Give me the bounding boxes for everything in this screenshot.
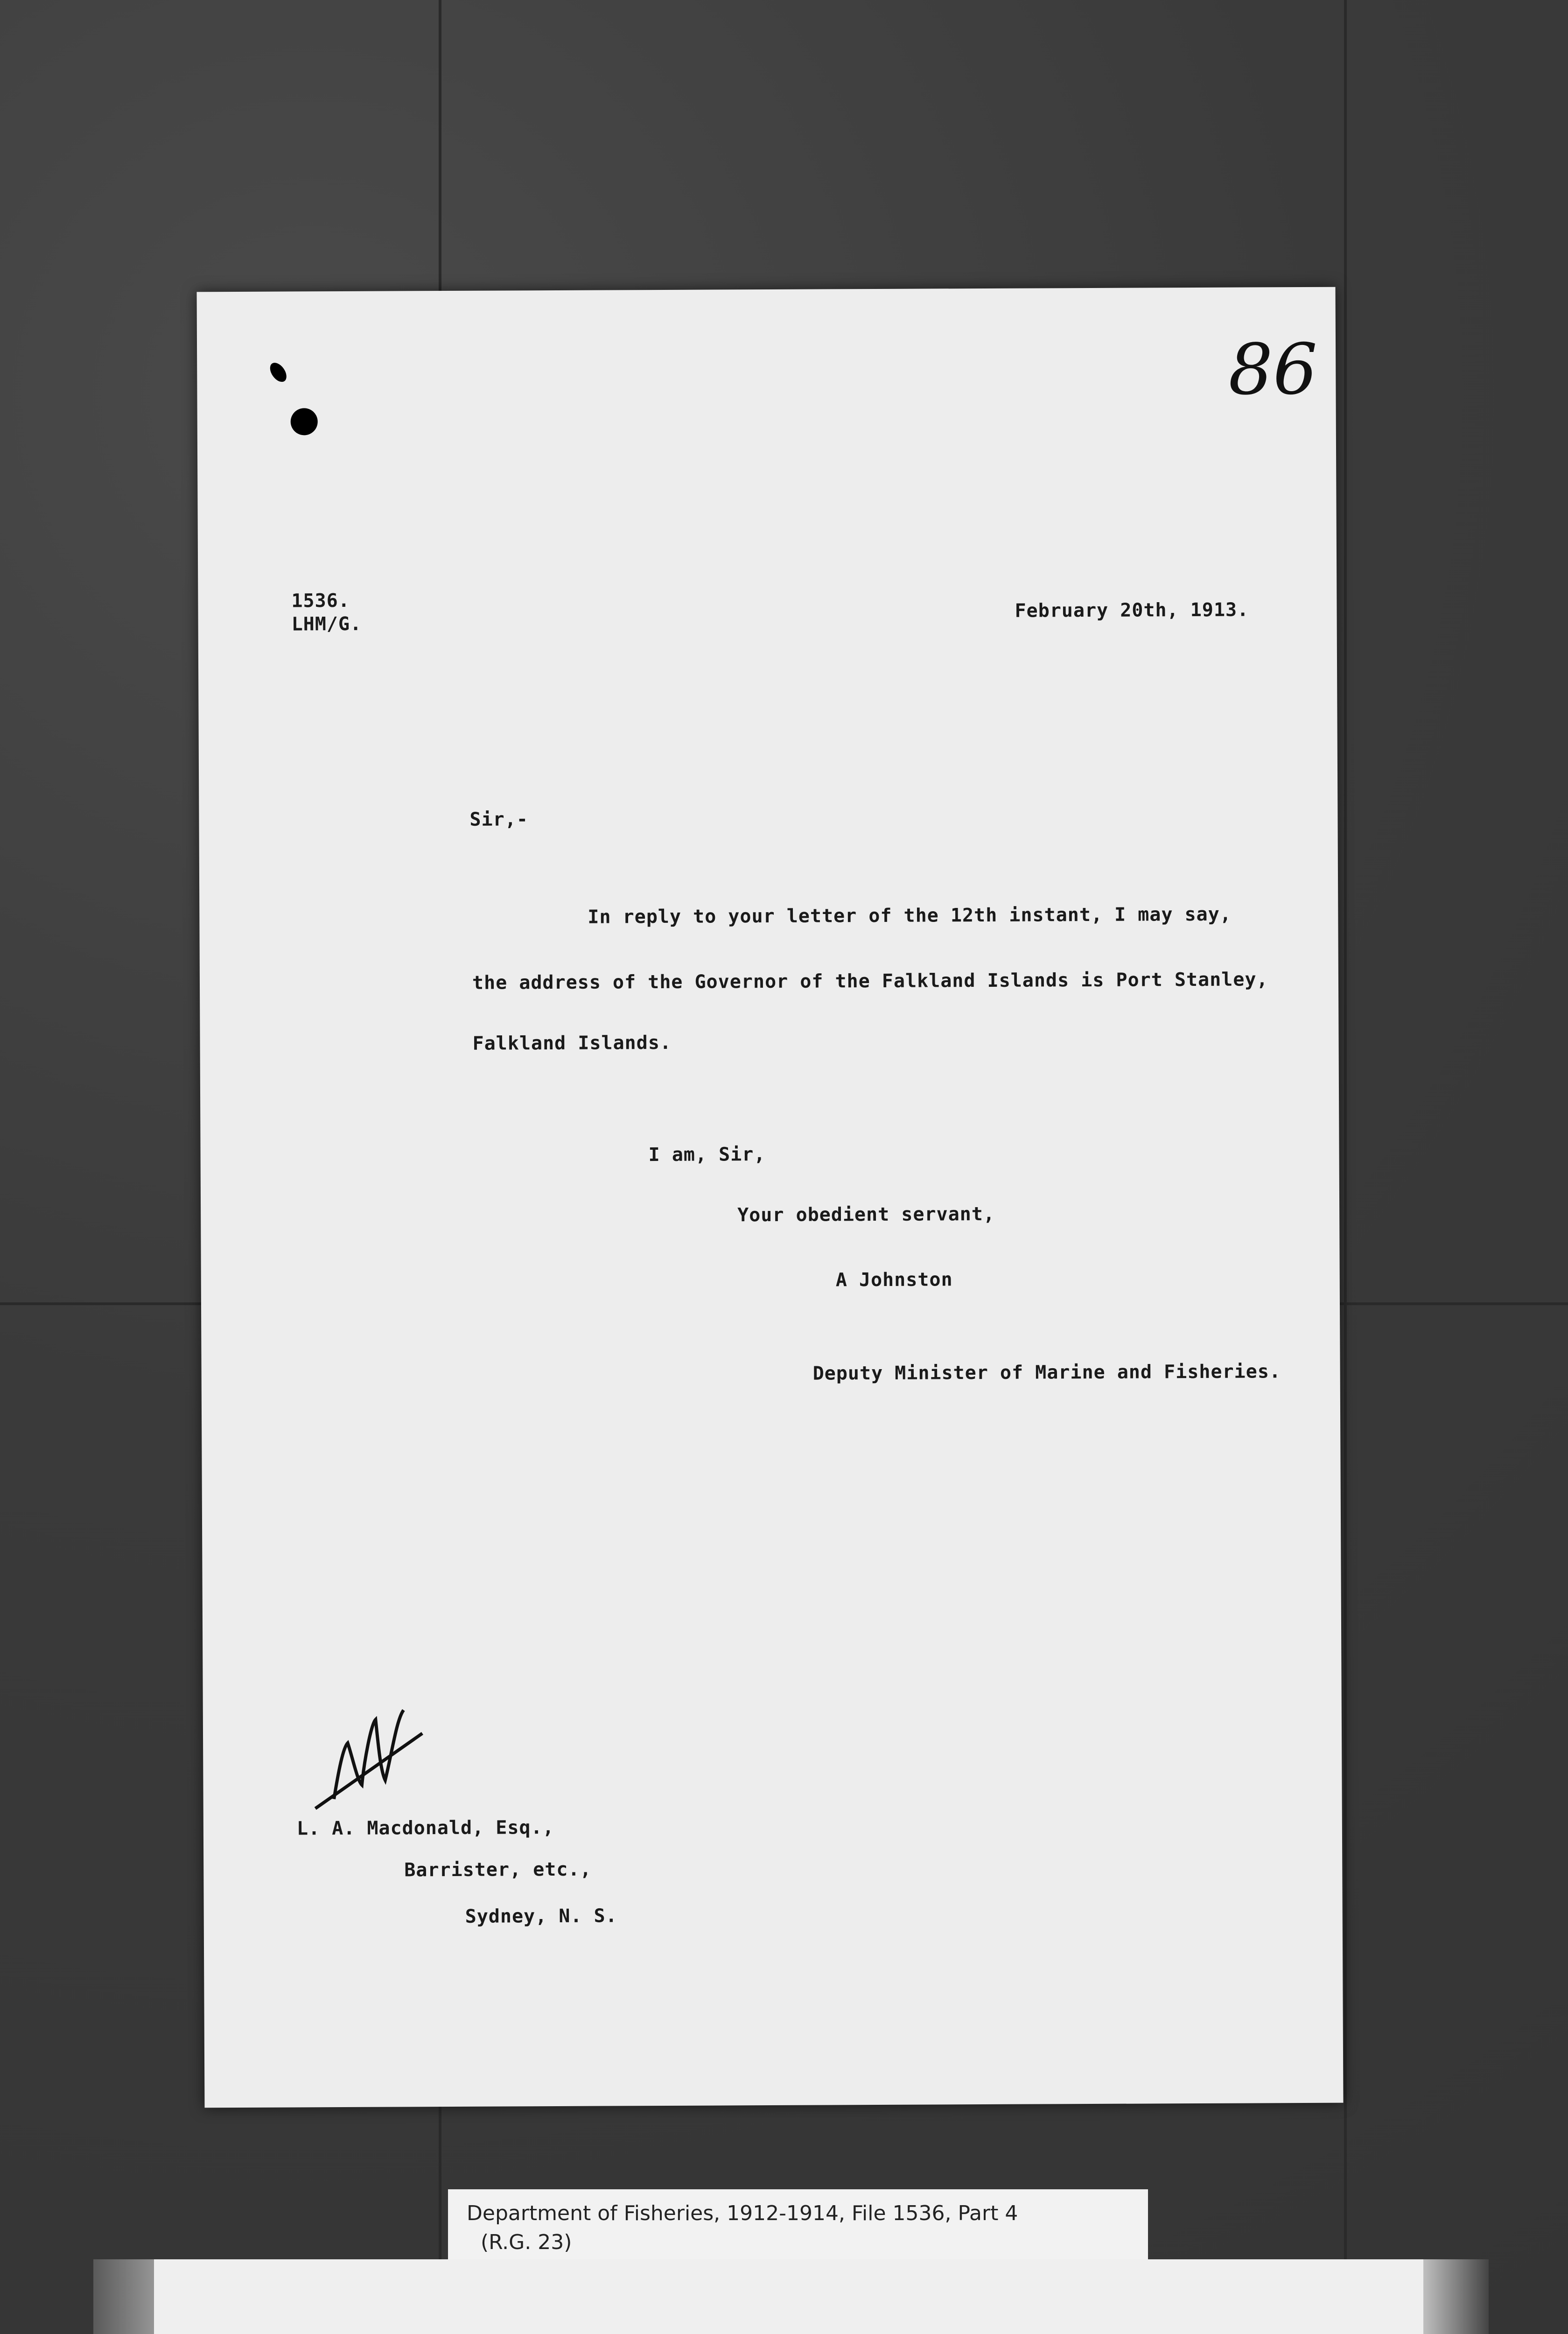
file-label-line: (R.G. 23) <box>481 2230 572 2254</box>
handwritten-initials <box>306 1691 427 1813</box>
punch-mark <box>267 360 290 385</box>
body-line: In reply to your letter of the 12th instant, I may say, <box>588 903 1232 928</box>
card-edge <box>1419 2259 1489 2334</box>
salutation: Sir,- <box>469 808 528 830</box>
initials-reference: LHM/G. <box>291 613 362 635</box>
recipient-name: L. A. Macdonald, Esq., <box>296 1817 554 1840</box>
punch-hole <box>291 408 318 435</box>
signatory-title: Deputy Minister of Marine and Fisheries. <box>812 1361 1281 1385</box>
recipient-line: Barrister, etc., <box>404 1858 592 1881</box>
letter-date: February 20th, 1913. <box>1015 599 1249 622</box>
closing-line: Your obedient servant, <box>737 1203 995 1226</box>
signatory-name: A Johnston <box>835 1269 953 1291</box>
archives-card <box>154 2259 1423 2334</box>
body-line: Falkland Islands. <box>472 1032 672 1055</box>
recipient-address: Sydney, N. S. <box>465 1905 617 1927</box>
page-number: 86 <box>1228 329 1318 411</box>
file-label <box>448 2189 1148 2264</box>
body-line: the address of the Governor of the Falkland Islands is Port Stanley, <box>472 969 1268 994</box>
file-reference: 1536. <box>291 590 350 612</box>
card-edge <box>93 2259 159 2334</box>
letter-page <box>197 287 1344 2108</box>
board-seam <box>1344 0 1347 2334</box>
closing-line: I am, Sir, <box>648 1144 766 1166</box>
file-label-line: Department of Fisheries, 1912-1914, File 1536, Part 4 <box>467 2201 1018 2225</box>
